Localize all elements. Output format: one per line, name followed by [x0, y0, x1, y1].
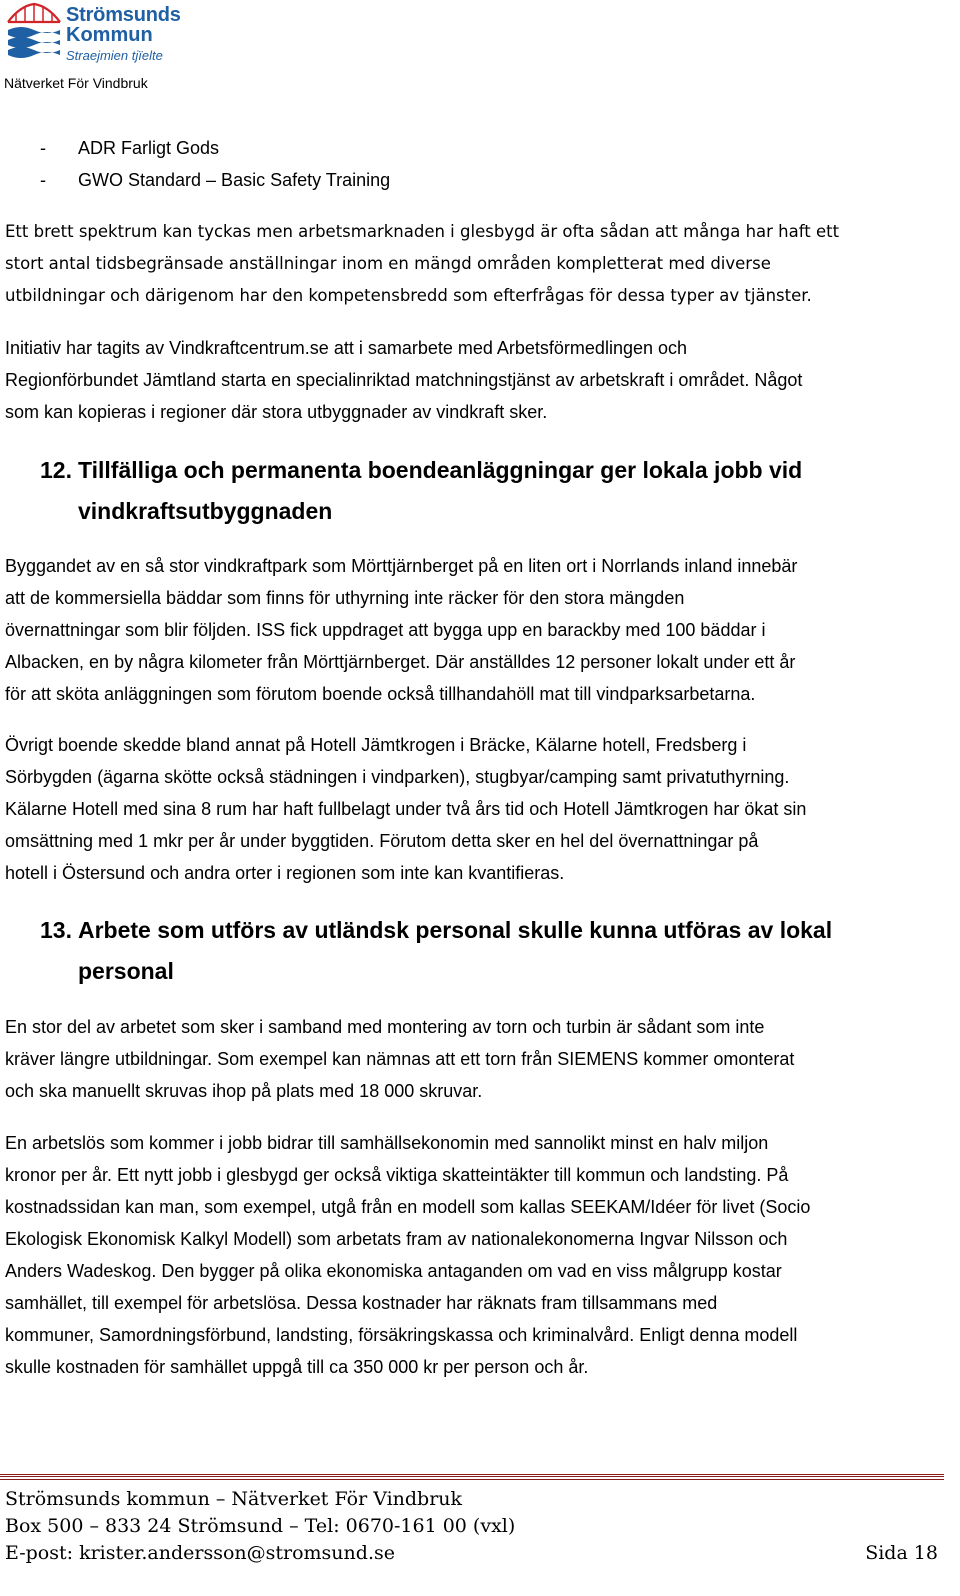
- list-item-text: ADR Farligt Gods: [78, 138, 220, 158]
- text-line: Kälarne Hotell med sina 8 rum har haft fullbelagt under två års tid och Hotell Jämtkrogen har ökat sin: [5, 799, 807, 819]
- text-line: kostnadssidan kan man, som exempel, utgå från en modell som kallas SEEKAM/Idéer för livet (Socio: [5, 1197, 811, 1217]
- footer-email: E-post: krister.andersson@stromsund.se: [5, 1542, 395, 1564]
- text-line: En stor del av arbetet som sker i samband med montering av torn och turbin är sådant som inte: [5, 1017, 765, 1037]
- text-line: att de kommersiella bäddar som finns för uthyrning inte räcker för den stora mängden: [5, 588, 685, 608]
- text-line: för att sköta anläggningen som förutom boende också tillhandahöll mat till vindparksarbetarna.: [5, 684, 756, 704]
- list-item: [40, 132, 219, 164]
- brand-name-line1: Strömsunds: [66, 4, 181, 26]
- list-item: [40, 164, 390, 196]
- text-line: Ett brett spektrum kan tyckas men arbetsmarknaden i glesbygd är ofta sådan att många har haft ett: [5, 222, 840, 241]
- paragraph-accommodation: [5, 729, 950, 889]
- text-line: utbildningar och därigenom har den kompetensbredd som efterfrågas för dessa typer av tjänster.: [5, 286, 812, 305]
- text-line: skulle kostnaden för samhället uppgå till ca 350 000 kr per person och år.: [5, 1357, 589, 1377]
- text-line: Sörbygden (ägarna skötte också städningen i vindparken), stugbyar/camping samt privatuthyrning.: [5, 767, 790, 787]
- text-line: hotell i Östersund och andra orter i regionen som inte kan kvantifieras.: [5, 863, 565, 883]
- section-heading-13: [40, 910, 940, 992]
- page-number: Sida 18: [865, 1542, 938, 1564]
- text-line: övernattningar som blir följden. ISS fick uppdraget att bygga upp en barackby med 100 bäddar i: [5, 620, 766, 640]
- text-line: som kan kopieras i regioner där stora utbyggnader av vindkraft sker.: [5, 402, 548, 422]
- section-number: 12.: [40, 457, 72, 483]
- text-line: samhället, till exempel för arbetslösa. Dessa kostnader har räknats fram tillsammans med: [5, 1293, 718, 1313]
- section-title-line: Arbete som utförs av utländsk personal skulle kunna utföras av lokal: [78, 917, 833, 943]
- text-line: omsättning med 1 mkr per år under byggtiden. Förutom detta sker en hel del övernattningar på: [5, 831, 759, 851]
- brand-name-line3: Straejmien tjïelte: [66, 48, 163, 63]
- text-line: Anders Wadeskog. Den bygger på olika ekonomiska antaganden om vad en viss målgrupp kostar: [5, 1261, 782, 1281]
- footer-address: Box 500 – 833 24 Strömsund – Tel: 0670-161 00 (vxl): [5, 1515, 516, 1537]
- section-title-line: Tillfälliga och permanenta boendeanläggningar ger lokala jobb vid: [78, 457, 803, 483]
- text-line: kräver längre utbildningar. Som exempel kan nämnas att ett torn från SIEMENS kommer omonterat: [5, 1049, 795, 1069]
- text-line: En arbetslös som kommer i jobb bidrar till samhällsekonomin med sannolikt minst en halv miljon: [5, 1133, 769, 1153]
- header-subtitle: Nätverket För Vindbruk: [4, 75, 148, 91]
- paragraph-economics: [5, 1127, 950, 1383]
- paragraph-initiative: [5, 332, 950, 428]
- bullet-dash: -: [40, 138, 46, 158]
- text-line: och ska manuellt skruvas ihop på plats med 18 000 skruvar.: [5, 1081, 483, 1101]
- section-number: 13.: [40, 917, 72, 943]
- paragraph-foreign-staff: [5, 1011, 950, 1107]
- list-item-text: GWO Standard – Basic Safety Training: [78, 170, 391, 190]
- text-line: Regionförbundet Jämtland starta en specialinriktad matchningstjänst av arbetskraft i området. Något: [5, 370, 803, 390]
- text-line: Byggandet av en så stor vindkraftpark som Mörttjärnberget på en liten ort i Norrlands inland innebär: [5, 556, 798, 576]
- footer-divider: [0, 1474, 944, 1477]
- text-line: Övrigt boende skedde bland annat på Hotell Jämtkrogen i Bräcke, Kälarne hotell, Fredsberg i: [5, 735, 747, 755]
- text-line: kommuner, Samordningsförbund, landsting, försäkringskassa och kriminalvård. Enligt denna modell: [5, 1325, 798, 1345]
- section-title-line: personal: [78, 958, 174, 984]
- stromsund-logo-icon: [6, 2, 62, 62]
- text-line: Ekologisk Ekonomisk Kalkyl Modell) som arbetats fram av nationalekonomerna Ingvar Nilsson och: [5, 1229, 788, 1249]
- text-line: stort antal tidsbegränsade anställningar inom en mängd områden kompletterat med diverse: [5, 254, 771, 273]
- text-line: kronor per år. Ett nytt jobb i glesbygd ger också viktiga skatteintäkter till kommun och landsting. På: [5, 1165, 789, 1185]
- text-line: Albacken, en by några kilometer från Mörttjärnberget. Där anställdes 12 personer lokalt under ett år: [5, 652, 796, 672]
- footer-divider: [0, 1479, 944, 1480]
- section-heading-12: [40, 450, 940, 532]
- text-line: Initiativ har tagits av Vindkraftcentrum.se att i samarbete med Arbetsförmedlingen och: [5, 338, 688, 358]
- paragraph-building: [5, 550, 950, 710]
- brand-name-line2: Kommun: [66, 24, 153, 46]
- bullet-dash: -: [40, 170, 46, 190]
- section-title-line: vindkraftsutbyggnaden: [78, 498, 333, 524]
- footer-org: Strömsunds kommun – Nätverket För Vindbruk: [5, 1488, 463, 1510]
- paragraph-spectrum: [5, 216, 950, 312]
